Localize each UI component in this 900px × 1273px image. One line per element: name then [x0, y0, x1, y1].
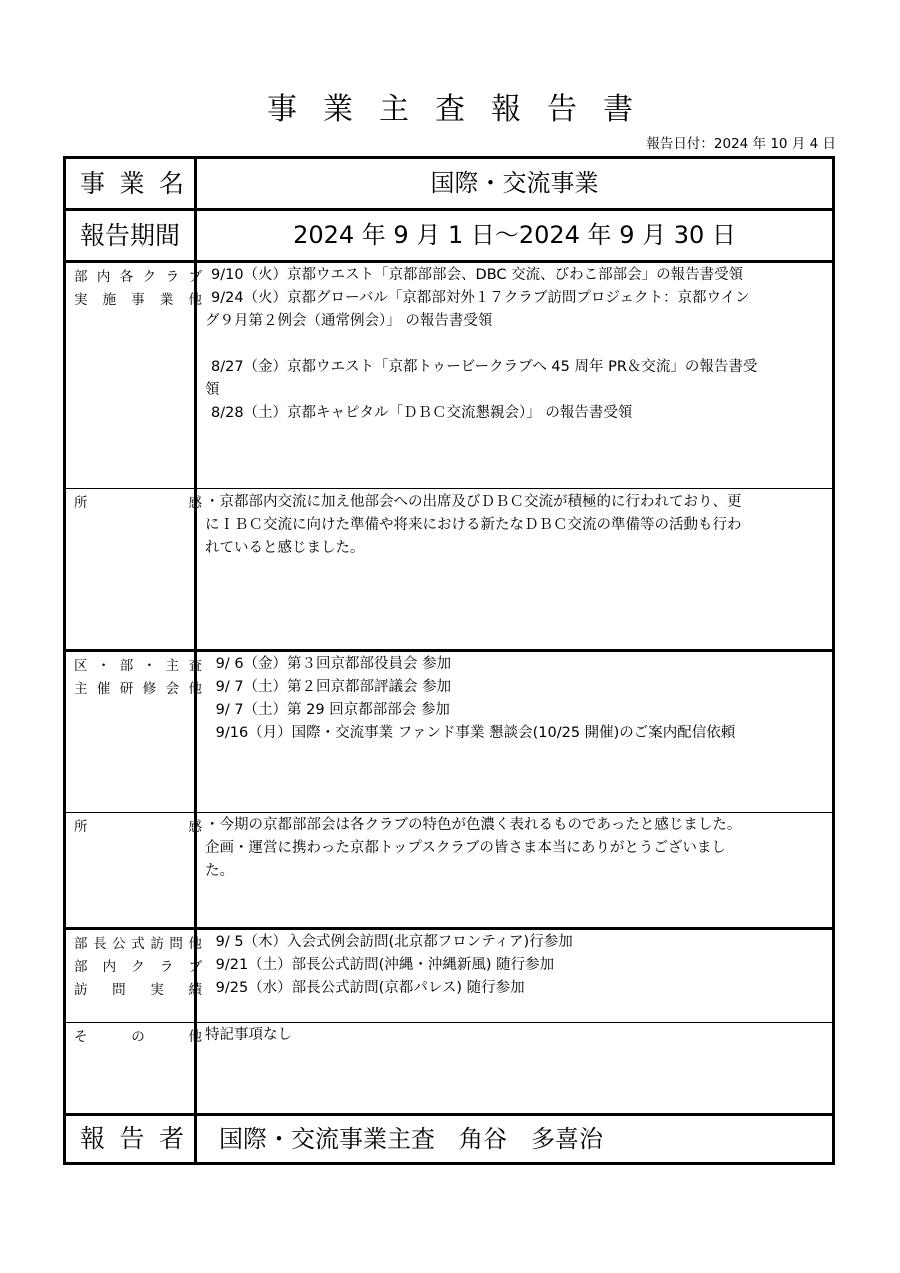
club-events-row — [66, 263, 832, 488]
official-visits-label — [66, 930, 208, 1022]
report-period-label: 報告期間 — [79, 221, 180, 250]
label-line: 部 内 ク ラ ブ — [74, 959, 202, 975]
event-line: 8/28（土）京都キャピタル「ＤＢＣ交流懇親会）」 の報告書受領 — [211, 405, 633, 421]
reporter-value: 国際・交流事業主査 角谷 多喜治 — [219, 1125, 603, 1153]
report-table — [63, 156, 835, 1165]
label-line: 主 催 研 修 会 他 — [74, 681, 202, 697]
impression-1-content — [197, 489, 832, 649]
event-line: 9/24（火）京都グローバル「京都部対外１７クラブ訪問プロジェクト：京都ウイン — [211, 290, 750, 306]
reporter-label: 報 告 者 — [80, 1124, 184, 1153]
event-line: 領 — [205, 382, 220, 398]
event-line: 9/ 7（土）第 29 回京都部部会 参加 — [211, 702, 450, 718]
club-events-content — [197, 263, 832, 488]
impression-2-label — [66, 813, 208, 927]
other-label — [66, 1023, 208, 1113]
club-events-label — [66, 263, 208, 488]
label-line: 実 施 事 業 他 — [74, 292, 202, 308]
report-date: 報告日付：2024 年 10 月 4 日 — [646, 136, 836, 152]
blank-line — [205, 333, 824, 356]
other-content — [197, 1023, 832, 1113]
visit-line: 9/ 5（木）入会式例会訪問(北京都フロンティア)行参加 — [211, 934, 573, 950]
event-line: 8/27（金）京都ウエスト「京都トゥービークラブへ 45 周年 PR＆交流」の報告書受 — [211, 359, 758, 375]
label-line: 所 感 — [74, 819, 202, 835]
visit-line: 9/21（土）部長公式訪問(沖縄・沖縄新風) 随行参加 — [211, 957, 555, 973]
label-line: 部 内 各 ク ラ ブ — [74, 269, 202, 285]
business-name-label: 事 業 名 — [80, 169, 184, 198]
label-line: 所 感 — [74, 495, 202, 511]
business-name-value: 国際・交流事業 — [430, 169, 599, 197]
official-visits-content — [197, 930, 832, 1022]
report-period-value: 2024 年 9 月 1 日～2024 年 9 月 30 日 — [293, 221, 736, 249]
page-title: 事業主査報告書 — [267, 92, 659, 127]
event-line: 9/16（月）国際・交流事業 ファンド事業 懇談会(10/25 開催)のご案内配信依頼 — [211, 725, 736, 741]
district-events-row — [66, 652, 832, 812]
other-line: 特記事項なし — [205, 1027, 292, 1043]
impression-line: 企画・運営に携わった京都トップスクラブの皆さま本当にありがとうございまし — [205, 840, 726, 856]
impression-line: にＩＢＣ交流に向けた準備や将来における新たなＤＢＣ交流の準備等の活動も行わ — [205, 517, 742, 533]
official-visits-row — [66, 930, 832, 1022]
business-name-row — [66, 159, 832, 208]
other-row — [66, 1023, 832, 1113]
impression-2-content — [197, 813, 832, 927]
district-events-content — [197, 652, 832, 812]
label-line: 訪 問 実 績 — [74, 982, 202, 998]
event-line: グ９月第２例会（通常例会）」 の報告書受領 — [205, 313, 493, 329]
impression-line: ・今期の京都部部会は各クラブの特色が色濃く表れるものであったと感じました。 — [205, 817, 742, 833]
report-period-row — [66, 211, 832, 260]
reporter-row — [66, 1116, 832, 1162]
impression-line: ・京都部内交流に加え他部会への出席及びＤＢＣ交流が積極的に行われており、更 — [205, 494, 742, 510]
label-line: 区 ・ 部 ・ 主 査 — [74, 658, 202, 674]
event-line: 9/ 7（土）第２回京都部評議会 参加 — [211, 679, 452, 695]
label-line: そ の 他 — [74, 1029, 202, 1045]
visit-line: 9/25（水）部長公式訪問(京都パレス) 随行参加 — [211, 980, 525, 996]
impression-1-row — [66, 489, 832, 649]
event-line: 9/ 6（金）第３回京都部役員会 参加 — [211, 656, 452, 672]
event-line: 9/10（火）京都ウエスト「京都部部会、DBC 交流、びわこ部部会」の報告書受領 — [211, 267, 744, 283]
district-events-label — [66, 652, 208, 812]
impression-line: た。 — [205, 863, 234, 879]
label-line: 部 長 公 式 訪 問 他 — [74, 936, 202, 952]
impression-2-row — [66, 813, 832, 927]
impression-1-label — [66, 489, 208, 649]
impression-line: れていると感じました。 — [205, 540, 365, 556]
